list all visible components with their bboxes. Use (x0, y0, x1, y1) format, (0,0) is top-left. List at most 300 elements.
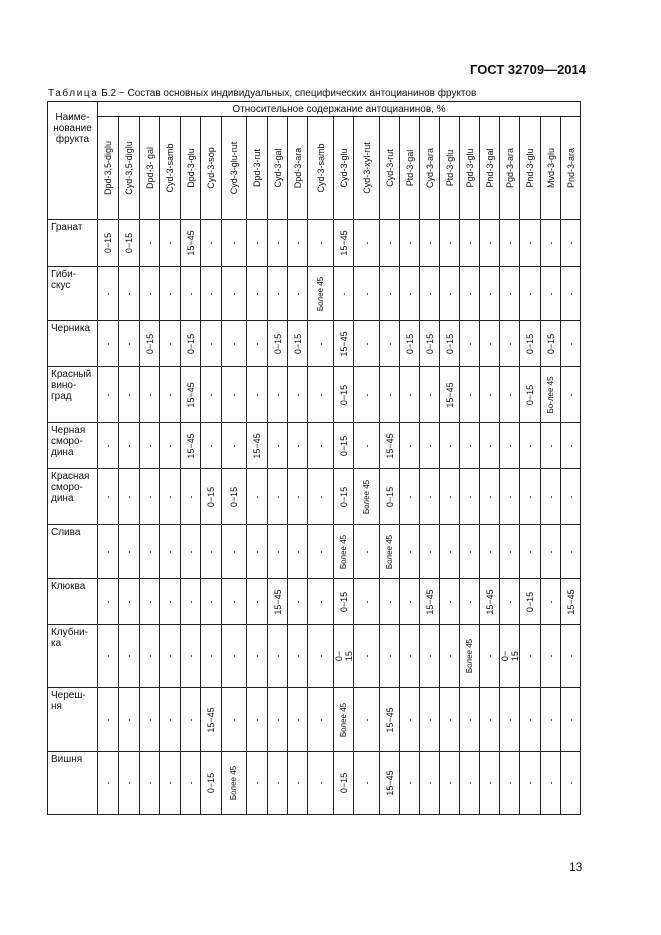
value-text: - (103, 342, 113, 345)
column-header-label: Cyd-3-xyl-rut (361, 142, 372, 194)
table-caption (48, 88, 476, 99)
value-text: - (545, 292, 556, 295)
value-cell (541, 625, 561, 688)
value-text: 15−45 (484, 588, 495, 615)
column-header (268, 117, 288, 220)
column-header-label: Cyd-3-samb (165, 143, 175, 193)
value-cell (268, 525, 288, 579)
value-text: - (103, 393, 113, 396)
value-cell (400, 267, 420, 321)
value-text: - (165, 781, 175, 785)
value-cell (98, 625, 119, 688)
value-cell (520, 752, 541, 815)
value-text: - (124, 495, 134, 498)
value-cell (561, 267, 581, 321)
value-cell (354, 688, 380, 752)
value-cell (354, 321, 380, 367)
value-cell (247, 525, 268, 579)
value-text: - (144, 718, 155, 721)
value-cell (247, 579, 268, 625)
value-text: - (484, 781, 495, 785)
value-text: - (103, 444, 113, 447)
value-text: - (404, 292, 415, 295)
value-text: - (444, 654, 455, 658)
value-text: - (206, 292, 216, 295)
value-cell (201, 525, 222, 579)
value-text: - (565, 292, 576, 295)
value-cell (440, 423, 460, 469)
value-text: - (404, 781, 415, 785)
value-text: - (144, 292, 155, 295)
value-text: - (361, 654, 372, 658)
value-text: - (185, 718, 196, 721)
value-cell (480, 469, 500, 525)
value-text: - (525, 654, 535, 658)
value-text: - (144, 654, 155, 658)
fruit-name: Вишня (48, 752, 98, 815)
table-row (48, 579, 581, 625)
value-text: - (272, 550, 283, 553)
value-cell (420, 267, 440, 321)
caption-label: Таблица (48, 88, 99, 99)
value-text: - (185, 781, 196, 785)
value-text: - (272, 241, 283, 245)
value-cell (334, 579, 354, 625)
value-cell (119, 469, 140, 525)
value-cell (541, 688, 561, 752)
value-text: 0−15 (272, 333, 283, 354)
value-text: - (525, 718, 535, 721)
value-text: - (444, 241, 455, 245)
value-cell (460, 367, 480, 423)
value-cell (181, 423, 201, 469)
value-text: - (272, 718, 283, 721)
value-cell (380, 220, 400, 267)
value-text: - (229, 444, 239, 447)
value-text: - (124, 600, 134, 603)
value-text: - (292, 781, 303, 785)
value-text: - (361, 444, 372, 447)
value-text: - (484, 393, 495, 396)
value-cell (440, 688, 460, 752)
value-cell (420, 423, 440, 469)
table-row (48, 321, 581, 367)
column-header-label: Cyd-3-glu-rut (229, 141, 239, 195)
value-cell (119, 267, 140, 321)
value-text: 15−45 (338, 330, 349, 357)
value-cell (288, 525, 308, 579)
column-header (354, 117, 380, 220)
value-cell (181, 579, 201, 625)
value-text: - (464, 781, 475, 785)
value-cell (561, 688, 581, 752)
value-text: 0−15 (229, 486, 239, 507)
value-cell (500, 469, 520, 525)
value-cell (500, 220, 520, 267)
value-text: 15−45 (384, 432, 395, 459)
value-cell (288, 267, 308, 321)
value-text: - (165, 600, 175, 603)
column-header (380, 117, 400, 220)
value-cell (308, 220, 334, 267)
value-cell (160, 579, 181, 625)
value-text: - (525, 241, 535, 245)
value-text: 15−45 (338, 230, 349, 256)
value-cell (520, 469, 541, 525)
value-cell (334, 469, 354, 525)
value-text: - (124, 654, 134, 658)
value-cell (119, 220, 140, 267)
value-cell (247, 688, 268, 752)
value-text: - (185, 600, 196, 603)
value-cell (420, 321, 440, 367)
value-cell (520, 367, 541, 423)
value-cell (140, 625, 160, 688)
table-row (48, 525, 581, 579)
value-text: - (545, 550, 556, 553)
value-text: - (545, 495, 556, 498)
value-text: - (315, 393, 326, 396)
value-text: - (229, 342, 239, 345)
value-text: 0−15 (144, 333, 155, 354)
value-text: - (361, 342, 372, 345)
value-cell (354, 220, 380, 267)
value-text: - (315, 600, 326, 603)
value-cell (181, 688, 201, 752)
value-text: - (404, 718, 415, 721)
value-text: - (103, 781, 113, 785)
value-text: 0−15 (338, 384, 349, 405)
value-text: - (103, 292, 113, 295)
value-cell (354, 267, 380, 321)
value-text: - (504, 292, 515, 295)
caption-text: Б.2 − Состав основных индивидуальных, специфических антоцианинов фруктов (101, 88, 477, 99)
value-text: - (124, 393, 134, 396)
value-text: - (504, 781, 515, 785)
value-cell (541, 367, 561, 423)
value-text: - (384, 654, 395, 658)
value-cell (420, 525, 440, 579)
value-text: - (484, 654, 495, 658)
value-text: - (525, 292, 535, 295)
value-cell (400, 469, 420, 525)
value-cell (288, 321, 308, 367)
value-text: - (206, 342, 216, 345)
value-cell (380, 625, 400, 688)
column-header-label: Cyd-3-ara (424, 147, 435, 189)
table-row (48, 267, 581, 321)
value-cell (268, 688, 288, 752)
column-header (520, 117, 541, 220)
value-text: - (272, 393, 283, 396)
value-text: - (229, 292, 239, 295)
value-cell (561, 525, 581, 579)
value-cell (400, 525, 420, 579)
column-header (160, 117, 181, 220)
value-cell (334, 752, 354, 815)
value-text: 0−15 (338, 772, 349, 794)
value-text: - (565, 718, 576, 721)
value-cell (140, 367, 160, 423)
column-header-label: Cyd-3-sop (206, 147, 216, 189)
value-text: - (504, 495, 515, 498)
column-header (400, 117, 420, 220)
value-cell (561, 367, 581, 423)
value-cell (160, 469, 181, 525)
value-text: - (165, 444, 175, 447)
value-text: - (206, 654, 216, 658)
value-text: - (165, 292, 175, 295)
value-cell (222, 267, 247, 321)
value-text: - (504, 393, 515, 396)
column-header (440, 117, 460, 220)
value-cell (247, 367, 268, 423)
value-text: - (144, 241, 155, 245)
value-text: - (144, 495, 155, 498)
value-text: - (545, 718, 556, 721)
column-header (308, 117, 334, 220)
value-text: Более 45 (315, 276, 325, 311)
fruit-name: Клубни- ка (48, 625, 98, 688)
value-text: - (144, 393, 155, 396)
value-text: - (315, 444, 326, 447)
group-header: Относительное содержание антоцианинов, % (98, 102, 581, 117)
value-text: - (384, 342, 395, 345)
column-header-label: Dpd-3-rut (252, 148, 262, 188)
value-cell (160, 752, 181, 815)
value-cell (541, 525, 561, 579)
value-text: - (252, 550, 262, 553)
value-cell (460, 220, 480, 267)
value-cell (247, 752, 268, 815)
value-text: - (404, 393, 415, 396)
value-cell (140, 752, 160, 815)
value-cell (480, 525, 500, 579)
value-text: - (545, 654, 556, 658)
value-text: - (464, 393, 475, 396)
value-text: - (565, 495, 576, 498)
page-number: 13 (569, 860, 583, 874)
value-cell (181, 321, 201, 367)
value-cell (380, 525, 400, 579)
value-cell (541, 321, 561, 367)
value-text: - (292, 718, 303, 721)
value-cell (308, 752, 334, 815)
value-cell (222, 367, 247, 423)
value-cell (98, 220, 119, 267)
value-text: - (404, 654, 415, 658)
value-cell (160, 625, 181, 688)
value-cell (201, 423, 222, 469)
value-text: - (545, 444, 556, 447)
value-text: - (424, 241, 435, 245)
value-cell (400, 423, 420, 469)
value-cell (400, 367, 420, 423)
value-cell (520, 688, 541, 752)
value-cell (98, 688, 119, 752)
value-text: - (525, 550, 535, 553)
value-text: - (424, 495, 435, 498)
value-text: - (504, 241, 515, 245)
value-cell (288, 469, 308, 525)
value-cell (160, 688, 181, 752)
value-text: - (103, 495, 113, 498)
value-cell (354, 367, 380, 423)
value-text: - (292, 550, 303, 553)
value-cell (98, 752, 119, 815)
value-text: - (361, 600, 372, 603)
column-header (334, 117, 354, 220)
value-cell (334, 625, 354, 688)
value-cell (380, 752, 400, 815)
value-text: 0−15 (525, 384, 535, 405)
value-cell (119, 367, 140, 423)
value-cell (308, 469, 334, 525)
value-text: - (565, 654, 576, 658)
value-text: - (424, 550, 435, 553)
value-cell (520, 321, 541, 367)
value-cell (288, 367, 308, 423)
value-cell (268, 469, 288, 525)
value-text: - (464, 718, 475, 721)
value-cell (400, 321, 420, 367)
value-cell (308, 625, 334, 688)
value-text: - (252, 654, 262, 658)
value-text: - (315, 550, 326, 553)
value-cell (160, 367, 181, 423)
value-text: - (444, 718, 455, 721)
value-cell (160, 267, 181, 321)
value-cell (181, 625, 201, 688)
value-cell (440, 625, 460, 688)
value-cell (140, 321, 160, 367)
value-text: - (103, 600, 113, 603)
fruit-name: Гиби- скус (48, 267, 98, 321)
value-cell (500, 267, 520, 321)
value-cell (541, 423, 561, 469)
value-text: - (103, 550, 113, 553)
fruit-name: Череш- ня (48, 688, 98, 752)
value-text: - (464, 444, 475, 447)
value-cell (98, 367, 119, 423)
value-cell (541, 469, 561, 525)
value-text: - (315, 718, 326, 721)
value-cell (268, 220, 288, 267)
value-cell (500, 525, 520, 579)
column-header-label: Cyd-3-samb (315, 143, 326, 193)
value-text: - (206, 393, 216, 396)
column-header (460, 117, 480, 220)
value-cell (181, 220, 201, 267)
value-text: - (404, 241, 415, 245)
value-text: - (424, 654, 435, 658)
value-text: - (464, 495, 475, 498)
value-cell (119, 423, 140, 469)
value-text: 15−45 (185, 230, 196, 256)
value-cell (181, 469, 201, 525)
value-text: - (484, 241, 495, 245)
value-cell (247, 469, 268, 525)
value-cell (140, 423, 160, 469)
value-text: - (165, 550, 175, 553)
value-cell (201, 579, 222, 625)
value-cell (160, 321, 181, 367)
value-text: - (272, 781, 283, 785)
value-text: - (565, 393, 576, 396)
value-text: 15−45 (206, 706, 216, 733)
value-cell (500, 321, 520, 367)
column-header-label: Dpd-3-glu (185, 148, 196, 188)
value-text: - (484, 495, 495, 498)
value-text: 0−15 (206, 772, 216, 794)
value-text: 15−45 (384, 770, 395, 796)
value-cell (334, 423, 354, 469)
value-cell (420, 752, 440, 815)
value-cell (98, 525, 119, 579)
value-cell (480, 423, 500, 469)
value-text: - (165, 342, 175, 345)
value-cell (541, 579, 561, 625)
value-cell (440, 321, 460, 367)
value-cell (460, 469, 480, 525)
value-text: - (252, 292, 262, 295)
value-cell (460, 625, 480, 688)
value-cell (354, 625, 380, 688)
value-text: - (124, 781, 134, 785)
value-text: - (124, 718, 134, 721)
fruit-name: Гранат (48, 220, 98, 267)
value-text: 15−45 (185, 432, 196, 459)
fruit-name: Красный вино- град (48, 367, 98, 423)
value-cell (119, 688, 140, 752)
value-cell (268, 579, 288, 625)
value-text: 15−45 (565, 588, 576, 615)
value-text: 0−15 (292, 333, 303, 354)
column-header-label: Pnd-3-glu (525, 148, 535, 188)
value-text: - (384, 241, 395, 245)
value-text: - (361, 781, 372, 785)
value-cell (440, 525, 460, 579)
value-cell (201, 752, 222, 815)
value-text: - (229, 550, 239, 553)
value-text: 15−45 (252, 432, 262, 459)
value-cell (140, 525, 160, 579)
value-cell (98, 469, 119, 525)
value-cell (520, 579, 541, 625)
column-header-label: Ptd-3-gal (404, 149, 415, 187)
value-text: - (404, 444, 415, 447)
value-text: 0− 15 (499, 650, 520, 662)
value-text: - (252, 495, 262, 498)
value-text: - (484, 444, 495, 447)
value-text: Более 45 (338, 534, 348, 569)
value-text: - (144, 550, 155, 553)
value-cell (541, 267, 561, 321)
value-text: - (444, 600, 455, 603)
value-cell (222, 688, 247, 752)
value-cell (181, 525, 201, 579)
value-cell (440, 267, 460, 321)
value-text: - (361, 241, 372, 245)
value-text: - (165, 241, 175, 245)
value-cell (308, 267, 334, 321)
value-text: - (229, 718, 239, 721)
value-text: - (384, 393, 395, 396)
value-text: - (229, 600, 239, 603)
value-cell (140, 220, 160, 267)
column-header (420, 117, 440, 220)
value-text: - (144, 444, 155, 447)
